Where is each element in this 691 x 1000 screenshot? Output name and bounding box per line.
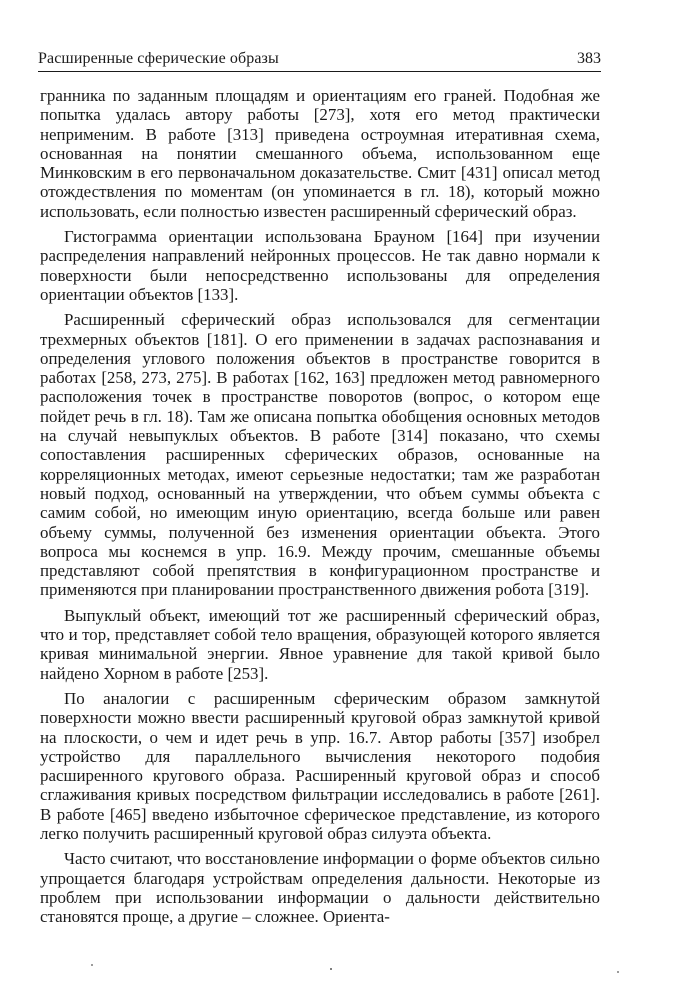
paragraph: Выпуклый объект, имеющий тот же расширенный сферический образ, что и тор, представляет собой тело вращения, образующей которого является кривая минимальной энергии. Явное уравнение для такой кривой было найдено Хорном в работе [253]. [40, 605, 600, 683]
paragraph: По аналогии с расширенным сферическим образом замкнутой поверхности можно ввести расширенный круговой образ замкнутой кривой на плоскости, о чем и идет речь в упр. 16.7. Автор работы [357] изобрел устройство для параллельного вычисления некоторого подобия расширенного кругового образа. Расширенный круговой образ и способ сглаживания кривых посредством фильтрации исследовались в работе [261]. В работе [465] введено избыточное сферическое представление, из которого легко получить расширенный круговой образ силуэта объекта. [40, 688, 600, 843]
page-number: 383 [577, 50, 601, 67]
paragraph: Гистограмма ориентации использована Брауном [164] при изучении распределения направлений нейронных процессов. Не так давно нормали к поверхности были непосредственно использованы для определения ориентации объектов [133]. [40, 227, 600, 304]
scan-speck [91, 964, 93, 966]
paragraph: Расширенный сферический образ использовался для сегментации трехмерных объектов [181]. О его применении в задачах распознавания и определения углового положения объектов в пространстве говорится в работах [258, 273, 275]. В работах [162, 163] предложен метод равномерного расположения точек в пространстве поворотов (вопрос, о котором еще пойдет речь в гл. 18). Там же описана попытка обобщения основных методов на случай невыпуклых объектов. В работе [314] показано, что схемы сопоставления расширенных сферических образов, основанные на корреляционных методах, имеют серьезные недостатки; там же разработан новый подход, основанный на утверждении, что объем суммы объекта с самим собой, но имеющим иную ориентацию, всегда больше или равен объему суммы, полученной без изменения ориентации объекта. Этого вопроса мы коснемся в упр. 16.9. Между прочим, смешанные объемы представляют собой препятствия в конфигурационном пространстве и применяются при планировании пространственного движения робота [319]. [40, 310, 600, 600]
paragraph: Часто считают, что восстановление информации о форме объектов сильно упрощается благодаря устройствам определения дальности. Некоторые из проблем при использовании информации о дальности действительно становятся проще, а другие – сложнее. Ориента- [40, 849, 600, 927]
paragraph-continued: гранника по заданным площадям и ориентациям его граней. Подобная же попытка удалась автору работы [273], хотя его метод практически неприменим. В работе [313] приведена остроумная итеративная схема, основанная на понятии смешанного объема, использованном еще Минковским в его первоначальном доказательстве. Смит [431] описал метод отождествления по моментам (он упоминается в гл. 18), который можно использовать, если полностью известен расширенный сферический образ. [40, 86, 600, 221]
scan-speck [617, 971, 619, 973]
scan-speck [330, 968, 332, 970]
running-header-title: Расширенные сферические образы [38, 50, 279, 67]
